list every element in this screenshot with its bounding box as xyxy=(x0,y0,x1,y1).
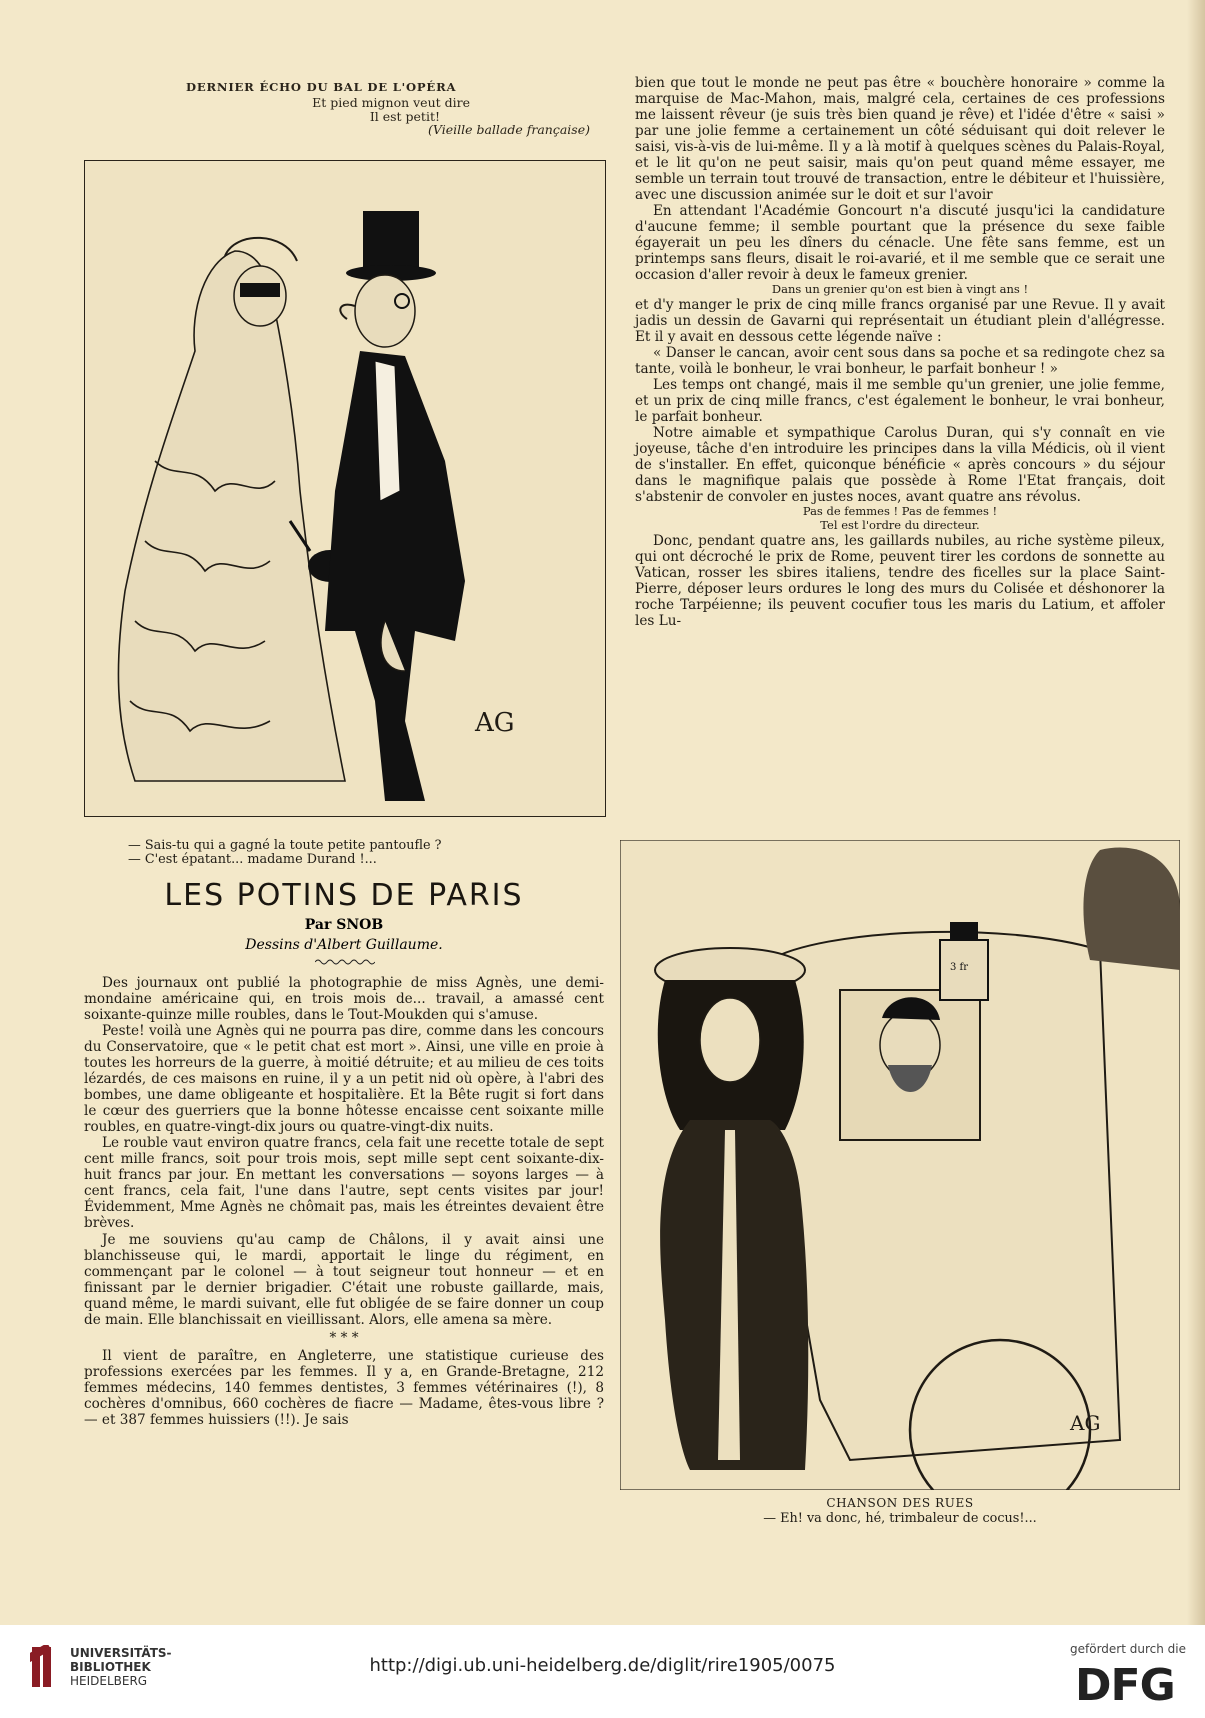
caption-line-1: — Sais-tu qui a gagné la toute petite pantoufle ? xyxy=(128,838,442,853)
dfg-logo: DFG xyxy=(1075,1660,1175,1711)
paragraph: Je me souviens qu'au camp de Châlons, il y avait ainsi une blanchisseuse qui, le mardi, apportait le linge du régiment, en commençant par le colonel — à tout seigneur tout honneur — et en finissant par le dernier brigadier. C'était une robuste gaillarde, mais, quand même, le mardi suivant, elle fut obligée de se faire donner un coup de main. Elle blanchissait en vieillissant. Alors, elle amena sa mère. xyxy=(84,1231,604,1328)
paragraph: Notre aimable et sympathique Carolus Duran, qui s'y connaît en vie joyeuse, tâche d'en introduire les principes dans la villa Médicis, où il vient de s'installer. En effet, quiconque bénéficie « après concours » du séjour dans le magnifique palais que possède à Rome l'Etat français, doit s'abstenir de convoler en justes noces, avant quatre ans révolus. xyxy=(635,425,1165,506)
artist-monogram: AG xyxy=(475,708,515,738)
verse-quote: Tel est l'ordre du directeur. xyxy=(820,517,980,532)
ball-couple-drawing xyxy=(85,161,605,816)
epigraph-title: DERNIER ÉCHO DU BAL DE L'OPÉRA xyxy=(186,80,457,94)
artist-monogram: AG xyxy=(1070,1411,1101,1435)
funding-note: gefördert durch die xyxy=(1070,1642,1186,1656)
paragraph: En attendant l'Académie Goncourt n'a discuté jusqu'ici la candidature d'aucune femme; il semble pourtant que la présence du sexe faible égayerait un peu les dîners du cénacle. Une fête sans femme, est un printemps sans fleurs, disait le roi-avarié, et il me semble que ce serait une occasion d'aller revoir à deux le fameux grenier. xyxy=(635,203,1165,284)
paragraph: « Danser le cancan, avoir cent sous dans sa poche et sa redingote chez sa tante, voilà le bonheur, le vrai bonheur, le parfait bonheur ! » xyxy=(635,345,1165,378)
article-title: LES POTINS DE PARIS xyxy=(164,878,524,913)
caption-line-2: — C'est épatant... madame Durand !... xyxy=(128,852,377,867)
cab-caption-title: CHANSON DES RUES xyxy=(826,1496,974,1510)
right-column xyxy=(635,75,1165,629)
source-url-link[interactable]: http://digi.ub.uni-heidelberg.de/diglit/rire1905/0075 xyxy=(369,1655,836,1676)
illustration-cab xyxy=(620,840,1180,1490)
paragraph: Les temps ont changé, mais il me semble qu'un grenier, une jolie femme, et un prix de cinq mille francs, c'est également le bonheur, le vrai bonheur, le parfait bonheur. xyxy=(635,377,1165,426)
library-name-line: BIBLIOTHEK xyxy=(70,1659,151,1674)
paragraph: bien que tout le monde ne peut pas être « bouchère honoraire » comme la marquise de Mac-Mahon, mais, malgré cela, certaines de ces professions me laissent rêveur (je suis très bien quand je rêve) et l'idée d'être « saisi » par une jolie femme a certainement un côté séduisant qui doit relever le saisi, vis-à-vis de lui-même. Il y a là motif à quelques scènes du Palais-Royal, et le lit qu'on ne peut saisir, mais qu'on peut quand même essayer, me semble un terrain tout trouvé de transaction, entre le débiteur et l'huissière, avec une discussion animée sur le doit et sur l'avoir xyxy=(635,75,1165,204)
cab-scene-drawing xyxy=(620,840,1180,1490)
domino-mask xyxy=(240,283,280,297)
ornament-squiggle xyxy=(315,958,375,966)
verse-quote: Dans un grenier qu'on est bien à vingt ans ! xyxy=(771,282,1029,297)
epigraph-line: Il est petit! xyxy=(369,109,440,124)
cab-caption-line: — Eh! va donc, hé, trimbaleur de cocus!... xyxy=(763,1511,1037,1526)
paragraph: Peste! voilà une Agnès qui ne pourra pas dire, comme dans les concours du Conservatoire, que « le petit chat est mort ». Ainsi, une ville en proie à toutes les horreurs de la guerre, à moitié détruite; et au milieu de ces toits lézardés, de ces maisons en ruine, il y a un petit nid où opère, à l'abri des bombes, une dame obligeante et hospitalière. Et la Bête rugit si fort dans le cœur des guerriers que la bonne hôtesse encaisse cent soixante mille roubles, en quatre-vingt-dix jours ou quatre-vingt-dix nuits. xyxy=(84,1023,604,1136)
epigraph-source: (Vieille ballade française) xyxy=(428,122,590,137)
paragraph: Le rouble vaut environ quatre francs, cela fait une recette totale de sept cent mille francs, soit pour trois mois, sept mille sept cent soixante-dix-huit francs par jour. En mettant les conversations — soyons larges — à cent francs, cela fait, l'une dans l'autre, sept cents visites par jour! Évidemment, Mme Agnès ne chômait pas, mais les étreintes devaient être brèves. xyxy=(84,1135,604,1232)
paragraph: Il vient de paraître, en Angleterre, une statistique curieuse des professions exercées par les femmes. Il y a, en Grande-Bretagne, 212 femmes médecins, 140 femmes dentistes, 3 femmes vétérinaires (!), 8 cochères d'omnibus, 660 cochères de fiacre — Madame, êtes-vous libre ? — et 387 femmes huissiers (!!). Je sais xyxy=(84,1347,604,1428)
left-column xyxy=(84,975,604,1428)
verse-quote: Pas de femmes ! Pas de femmes ! xyxy=(802,504,998,519)
article-byline: Par SNOB xyxy=(304,917,384,933)
paragraph: et d'y manger le prix de cinq mille francs organisé par une Revue. Il y avait jadis un dessin de Gavarni qui représentait un étudiant plein d'allégresse. Et il y avait en dessous cette légende naïve : xyxy=(635,296,1165,346)
section-separator: * * * xyxy=(329,1329,359,1346)
article-credits: Dessins d'Albert Guillaume. xyxy=(245,937,443,953)
paragraph: Donc, pendant quatre ans, les gaillards nubiles, au riche système pileux, qui ont décroché le prix de Rome, peuvent tirer les cordons de sonnette au Vatican, rosser les sbires italiens, tendre des ficelles sur la place Saint-Pierre, déposer leurs ordures le long des murs du Colisée et déshonorer la roche Tarpéienne; ils peuvent cocufier tous les maris du Latium, et affoler les Lu- xyxy=(635,532,1165,629)
man-face xyxy=(355,275,415,347)
illustration-ball xyxy=(84,160,606,817)
library-name-line: HEIDELBERG xyxy=(70,1673,148,1688)
lamp-fare: 3 fr xyxy=(950,962,969,973)
paragraph: Des journaux ont publié la photographie de miss Agnès, une demi-mondaine américaine qui, en trois mois de... travail, a amassé cent soixante-quinze mille roubles, dans le Tout-Moukden qui s'amuse. xyxy=(84,975,604,1024)
top-hat xyxy=(363,211,419,273)
library-name-line: UNIVERSITÄTS- xyxy=(70,1646,172,1660)
epigraph-line: Et pied mignon veut dire xyxy=(312,95,470,110)
woman-face xyxy=(700,998,760,1082)
